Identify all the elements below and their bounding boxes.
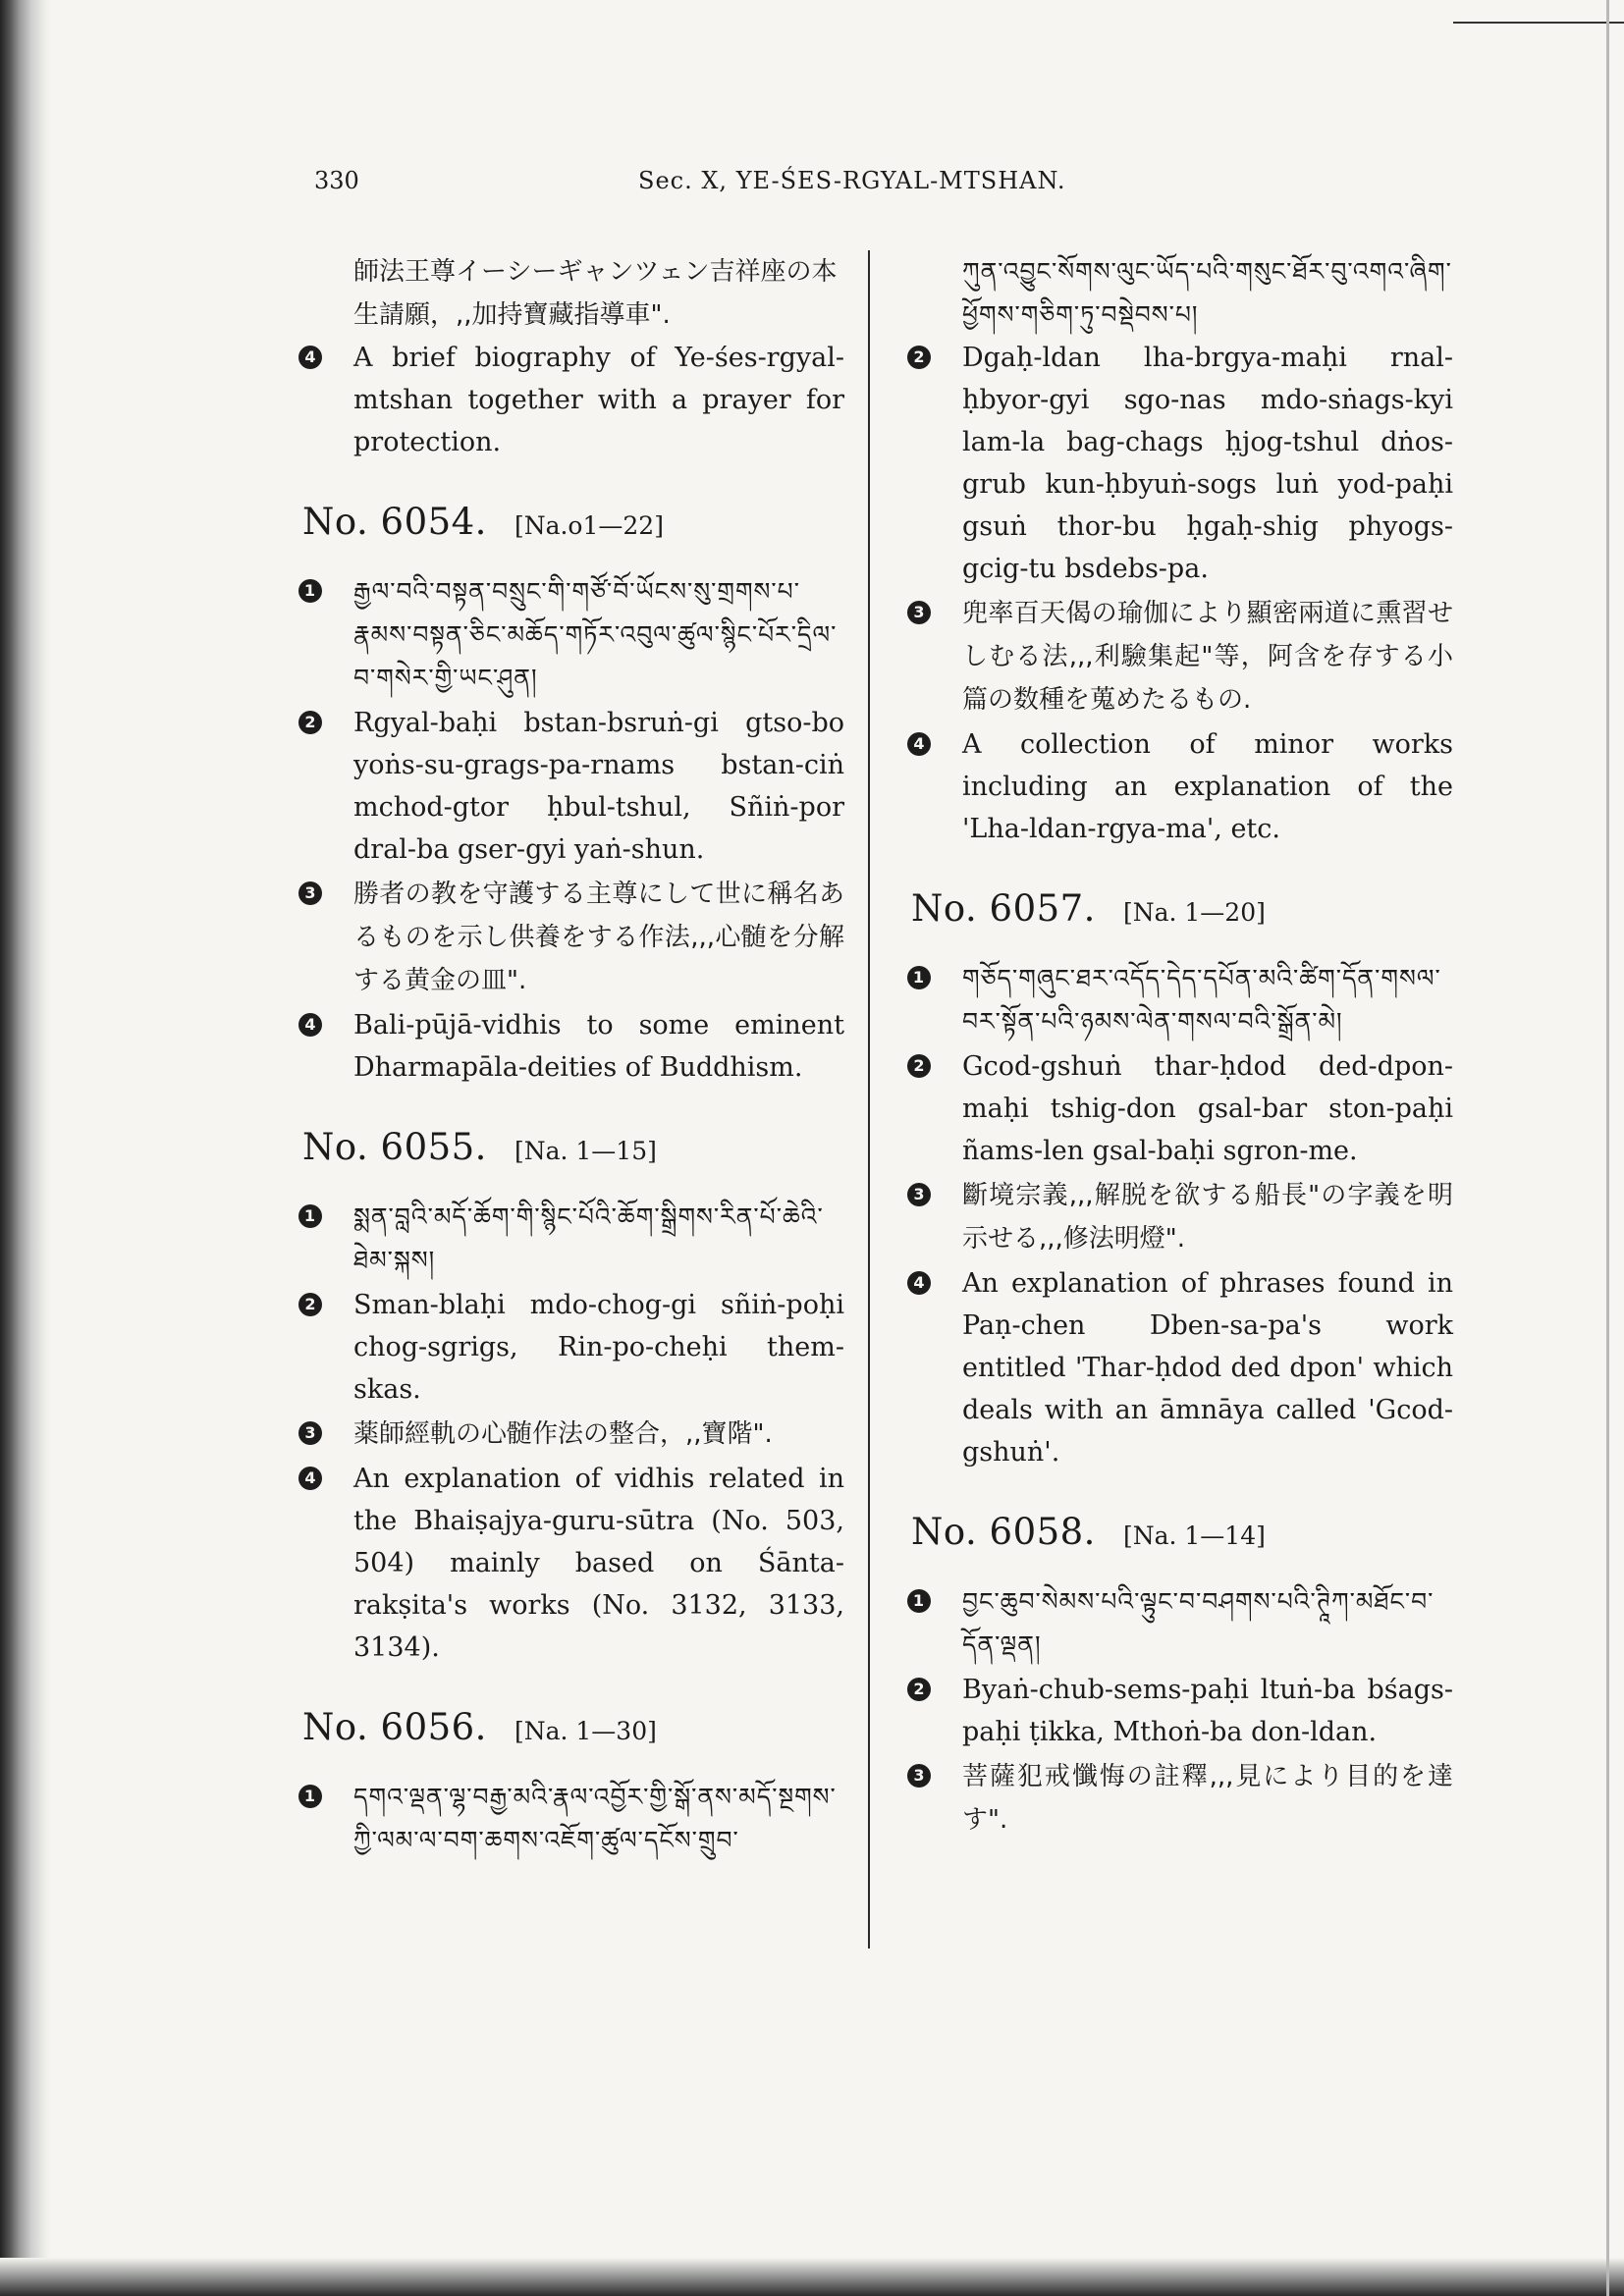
entry-6058 xyxy=(903,1511,1453,1842)
entry-number: No. 6056. xyxy=(302,1706,487,1748)
item-transliteration xyxy=(295,1284,844,1411)
page-number: 330 xyxy=(314,167,359,194)
item-text: དགའ་ལྡན་ལྷ་བརྒྱ་མའི་རྣལ་འབྱོར་གྱི་སྒོ་ནས་མདོ་སྔགས་ཀྱི་ལམ་ལ་བག་ཆགས་འཇོག་ཚུལ་དངོས་གྲུབ་ xyxy=(353,1783,837,1854)
item-japanese xyxy=(903,1174,1453,1260)
item-marker: 3 xyxy=(907,1764,931,1788)
item-marker: 2 xyxy=(907,1054,931,1078)
item-japanese xyxy=(295,1413,844,1456)
continuation-tibetan: ཀུན་འབྱུང་སོགས་ལུང་ཡོད་པའི་གསུང་ཐོར་བུ་འགའ་ཞིག་ཕྱོགས་གཅིག་ཏུ་བསྡེབས་པ། xyxy=(962,257,1452,329)
entry-number: No. 6057. xyxy=(911,887,1096,930)
running-title: Sec. X, YE-ŚES-RGYAL-MTSHAN. xyxy=(638,167,1066,194)
right-edge-line xyxy=(1606,0,1609,2296)
column-divider xyxy=(868,250,870,1949)
item-text: རྒྱལ་བའི་བསྟན་བསྲུང་གི་གཙོ་བོ་ཡོངས་སུ་གྲགས་པ་རྣམས་བསྟན་ཅིང་མཆོད་གཏོར་འབུལ་ཚུལ་སྙིང་པོར་དྲིལ་བ་གསེར་གྱི་ཡང་ཤུན། xyxy=(353,577,838,692)
item-marker: 1 xyxy=(298,1785,322,1808)
item-marker: 3 xyxy=(298,1421,322,1445)
entry-reference: [Na. 1—20] xyxy=(1122,898,1266,927)
item-text: གཅོད་གཞུང་ཐར་འདོད་དེད་དཔོན་མའི་ཚིག་དོན་གསལ་བར་སྟོན་པའི་ཉམས་ལེན་གསལ་བའི་སྒྲོན་མེ། xyxy=(962,964,1441,1036)
page-bottom-shadow xyxy=(0,2258,1624,2296)
item-marker: 4 xyxy=(298,1467,322,1490)
item-text: བྱང་ཆུབ་སེམས་པའི་ལྟུང་བ་བཤགས་པའི་ཊཱིཀ་མཐོང་བ་དོན་ལྡན། xyxy=(962,1587,1435,1659)
item-tibetan xyxy=(903,957,1453,1043)
item-text: An explanation of phrases found in Paṇ-chen Dben-sa-pa's work entitled 'Thar-ḥdod ded dpon' which deals with an āmnāya called 'Gcod-gshuṅ'. xyxy=(962,1268,1453,1468)
item-marker: 4 xyxy=(907,1271,931,1295)
item-english xyxy=(903,723,1453,850)
entry-heading xyxy=(911,1511,1453,1553)
item-text: Gcod-gshuṅ thar-ḥdod ded-dpon-maḥi tshig-don gsal-bar ston-paḥi ñams-len gsal-baḥi sgron-me. xyxy=(962,1051,1453,1166)
item-text: 菩薩犯戒懺悔の註釋,,,見により目的を達す". xyxy=(962,1762,1453,1835)
item-tibetan xyxy=(295,570,844,700)
item-text: 薬師經軌の心髄作法の整合，,,寶階". xyxy=(353,1419,773,1449)
item-tibetan xyxy=(903,1580,1453,1667)
entry-reference: [Na. 1—15] xyxy=(514,1137,657,1165)
item-japanese xyxy=(903,592,1453,721)
item-text: An explanation of vidhis related in the Bhaiṣajya-guru-sūtra (No. 503, 504) mainly based on Śānta-rakṣita's works (No. 3132, 3133, 3134). xyxy=(353,1464,844,1663)
item-marker: 3 xyxy=(907,601,931,624)
continuation-japanese: 師法王尊イーシーギャンツェン吉祥座の本生請願，,,加持寶藏指導車". xyxy=(353,257,838,330)
entry-number: No. 6058. xyxy=(911,1511,1096,1553)
entry-reference: [Na. 1—14] xyxy=(1122,1522,1266,1550)
item-text: Rgyal-baḥi bstan-bsruṅ-gi gtso-bo yoṅs-su-grags-pa-rnams bstan-ciṅ mchod-gtor ḥbul-tshul, Sñiṅ-por dral-ba gser-gyi yaṅ-shun. xyxy=(353,708,844,865)
item-marker: 4 xyxy=(907,732,931,756)
page-binding-shadow xyxy=(0,0,51,2296)
right-column xyxy=(903,250,1453,1871)
entry-heading xyxy=(911,887,1453,930)
item-marker: 4 xyxy=(298,1013,322,1037)
entry-6056 xyxy=(295,1706,844,1862)
item-text: 兜率百天偈の瑜伽により顯密兩道に熏習せしむる法,,,利驗集起"等，阿含を存する小篇の数種を蒐めたるもの. xyxy=(962,599,1453,715)
item-text: 斷境宗義,,,解脱を欲する船長"の字義を明示せる,,,修法明燈". xyxy=(962,1181,1453,1254)
entry-reference: [Na.o1—22] xyxy=(514,511,664,540)
item-text: 勝者の教を守護する主尊にして世に稱名あるものを示し供養をする作法,,,心髄を分解する黄金の皿". xyxy=(353,880,844,995)
top-edge-rule xyxy=(1453,22,1624,24)
item-text: Sman-blaḥi mdo-chog-gi sñiṅ-poḥi chog-sgrigs, Rin-po-cheḥi them-skas. xyxy=(353,1290,844,1405)
entry-number: No. 6055. xyxy=(302,1126,487,1168)
item-marker: 2 xyxy=(298,1293,322,1316)
entry-heading xyxy=(302,501,844,543)
item-text: Dgaḥ-ldan lha-brgya-maḥi rnal-ḥbyor-gyi sgo-nas mdo-sṅags-kyi lam-la bag-chags ḥjog-tshul dṅos-grub kun-ḥbyuṅ-sogs luṅ yod-paḥi gsuṅ thor-bu ḥgaḥ-shig phyogs-gcig-tu bsdebs-pa. xyxy=(962,343,1453,584)
item-japanese xyxy=(295,873,844,1002)
item-marker: 1 xyxy=(298,579,322,603)
continuation-english xyxy=(295,337,844,463)
item-text: A brief biography of Ye-śes-rgyal-mtshan together with a prayer for protection. xyxy=(353,343,844,457)
item-marker: 2 xyxy=(298,711,322,734)
entry-heading xyxy=(302,1126,844,1168)
item-text: Byaṅ-chub-sems-paḥi ltuṅ-ba bśags-paḥi ṭikka, Mthoṅ-ba don-ldan. xyxy=(962,1675,1453,1747)
item-marker: 4 xyxy=(298,346,322,369)
entry-6057 xyxy=(903,887,1453,1473)
item-transliteration xyxy=(903,337,1453,590)
item-marker: 1 xyxy=(298,1204,322,1228)
entry-reference: [Na. 1—30] xyxy=(514,1717,657,1745)
item-marker: 2 xyxy=(907,346,931,369)
item-text: སྨན་བླའི་མདོ་ཆོག་གི་སྙིང་པོའི་ཆོག་སྒྲིགས་རིན་པོ་ཆེའི་ཐེམ་སྐས། xyxy=(353,1202,824,1274)
item-japanese xyxy=(903,1755,1453,1842)
item-marker: 3 xyxy=(298,881,322,905)
entry-heading xyxy=(302,1706,844,1748)
item-english xyxy=(295,1458,844,1669)
item-marker: 1 xyxy=(907,966,931,989)
item-marker: 2 xyxy=(907,1678,931,1701)
item-english xyxy=(903,1262,1453,1473)
item-text: Bali-pūjā-vidhis to some eminent Dharmapāla-deities of Buddhism. xyxy=(353,1010,844,1083)
item-marker: 3 xyxy=(907,1183,931,1206)
entry-number: No. 6054. xyxy=(302,501,487,543)
item-english xyxy=(295,1004,844,1089)
item-tibetan xyxy=(295,1196,844,1282)
item-transliteration xyxy=(903,1669,1453,1753)
item-transliteration xyxy=(295,702,844,871)
entry-6054 xyxy=(295,501,844,1089)
left-column xyxy=(295,250,844,1892)
entry-6055 xyxy=(295,1126,844,1669)
item-marker: 1 xyxy=(907,1589,931,1613)
item-text: A collection of minor works including an explanation of the 'Lha-ldan-rgya-ma', etc. xyxy=(962,729,1453,844)
item-transliteration xyxy=(903,1045,1453,1172)
item-tibetan xyxy=(295,1776,844,1862)
